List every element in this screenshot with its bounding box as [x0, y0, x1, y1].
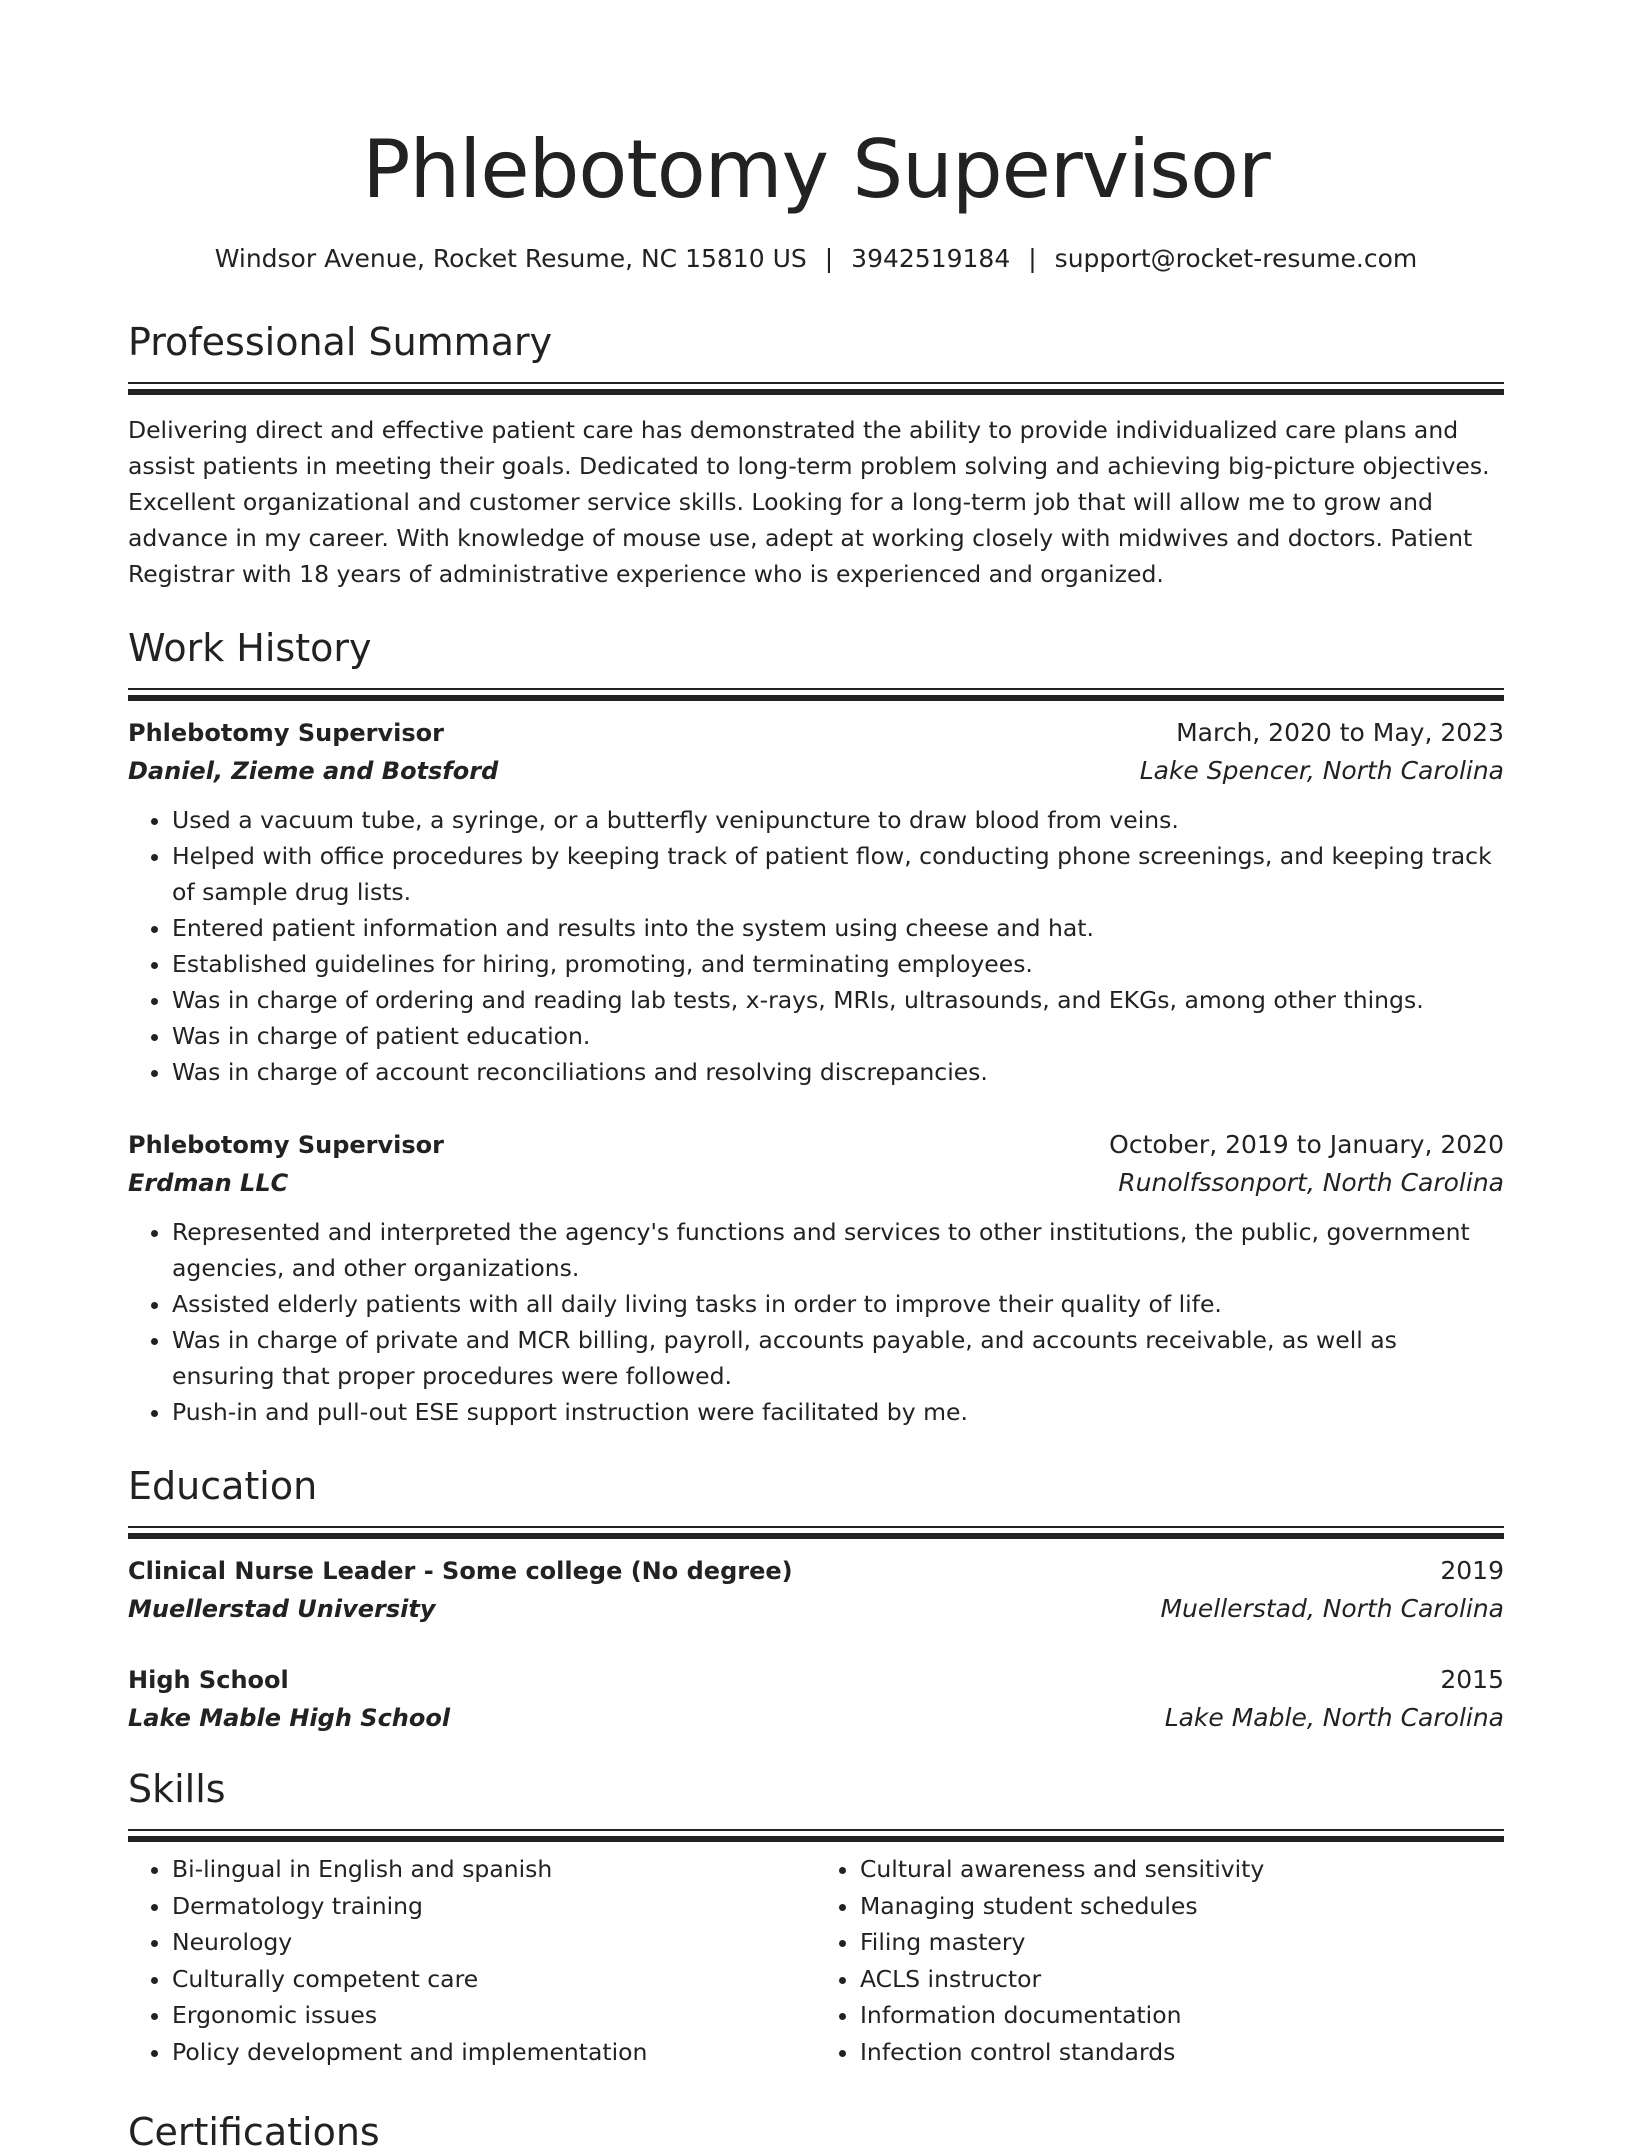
contact-separator: | — [1028, 244, 1037, 273]
job-title: Phlebotomy Supervisor — [128, 719, 444, 747]
list-item: • Helped with office procedures by keeping track of patient flow, conducting phone screenings, and keeping track of sample drug lists. — [172, 838, 1504, 910]
list-item: • Entered patient information and results into the system using cheese and hat. — [172, 910, 1504, 946]
list-item: • Used a vacuum tube, a syringe, or a butterfly venipuncture to draw blood from veins. — [172, 802, 1504, 838]
job-bullet-list — [128, 1214, 1504, 1430]
skill-item: • Information documentation — [860, 1997, 1504, 2034]
job-subheader-row — [128, 1164, 1504, 1202]
skills-list-left — [128, 1851, 816, 2070]
education-year: 2015 — [1440, 1665, 1504, 1694]
contact-line — [128, 242, 1504, 276]
skill-item: • Infection control standards — [860, 2034, 1504, 2071]
section-divider — [128, 688, 1504, 690]
skill-item: • Bi-lingual in English and spanish — [172, 1851, 816, 1888]
skills-section — [128, 1767, 1504, 2070]
education-header-row — [128, 1661, 1504, 1699]
education-school: Muellerstad University — [128, 1595, 436, 1623]
job-header-row — [128, 1126, 1504, 1164]
section-divider — [128, 1829, 1504, 1831]
section-title-summary: Professional Summary — [128, 320, 553, 364]
skills-columns — [128, 1851, 1504, 2070]
job-header-row — [128, 714, 1504, 752]
education-entry — [128, 1552, 1504, 1628]
education-degree: High School — [128, 1666, 289, 1694]
summary-section — [128, 320, 1504, 592]
section-divider — [128, 382, 1504, 384]
contact-phone: 3942519184 — [851, 244, 1011, 273]
skill-item: • Cultural awareness and sensitivity — [860, 1851, 1504, 1888]
skill-item: • Dermatology training — [172, 1888, 816, 1925]
section-title-work-history: Work History — [128, 626, 372, 670]
job-location: Lake Spencer, North Carolina — [1139, 756, 1504, 785]
list-item: • Was in charge of account reconciliations and resolving discrepancies. — [172, 1054, 1504, 1090]
section-title-skills: Skills — [128, 1767, 226, 1811]
list-item: • Was in charge of private and MCR billing, payroll, accounts payable, and accounts receivable, as well as ensuring that proper procedures were followed. — [172, 1322, 1504, 1394]
certifications-section — [128, 2110, 1504, 2154]
education-section — [128, 1464, 1504, 1737]
work-history-section — [128, 626, 1504, 1430]
summary-text: Delivering direct and effective patient care has demonstrated the ability to provide individualized care plans and assist patients in meeting their goals. Dedicated to long-term problem solving and achieving big-picture objectives. Excellent organizational and customer service skills. Looking for a long-term job that will allow me to grow and advance in my career. With knowledge of mouse use, adept at working closely with midwives and doctors. Patient Registrar with 18 years of administrative experience who is experienced and organized. — [128, 416, 1490, 588]
section-title-certifications: Certifications — [128, 2110, 380, 2154]
job-subheader-row — [128, 752, 1504, 790]
contact-address: Windsor Avenue, Rocket Resume, NC 15810 US — [214, 244, 807, 273]
job-dates: October, 2019 to January, 2020 — [1109, 1130, 1504, 1159]
contact-email: support@rocket-resume.com — [1054, 244, 1418, 273]
education-school: Lake Mable High School — [128, 1704, 451, 1732]
job-location: Runolfssonport, North Carolina — [1118, 1168, 1504, 1197]
job-dates: March, 2020 to May, 2023 — [1176, 718, 1504, 747]
section-divider — [128, 1526, 1504, 1528]
list-item: • Was in charge of patient education. — [172, 1018, 1504, 1054]
contact-separator: | — [824, 244, 834, 273]
job-entry — [128, 714, 1504, 1090]
job-company: Erdman LLC — [128, 1169, 289, 1197]
list-item: • Established guidelines for hiring, promoting, and terminating employees. — [172, 946, 1504, 982]
list-item: • Push-in and pull-out ESE support instruction were facilitated by me. — [172, 1394, 1504, 1430]
education-location: Muellerstad, North Carolina — [1160, 1594, 1504, 1623]
list-item: • Represented and interpreted the agency's functions and services to other institutions, the public, government agencies, and other organizations. — [172, 1214, 1504, 1286]
job-entry — [128, 1126, 1504, 1430]
job-company: Daniel, Zieme and Botsford — [128, 757, 499, 785]
skills-list-right — [816, 1851, 1504, 2070]
page-title: Phlebotomy Supervisor — [362, 123, 1270, 216]
skill-item: • Neurology — [172, 1924, 816, 1961]
skill-item: • Filing mastery — [860, 1924, 1504, 1961]
skill-item: • Managing student schedules — [860, 1888, 1504, 1925]
list-item: • Was in charge of ordering and reading lab tests, x-rays, MRIs, ultrasounds, and EKGs, among other things. — [172, 982, 1504, 1018]
section-title-education: Education — [128, 1464, 318, 1508]
education-year: 2019 — [1440, 1556, 1504, 1585]
job-bullet-list — [128, 802, 1504, 1090]
skill-item: • Ergonomic issues — [172, 1997, 816, 2034]
education-header-row — [128, 1552, 1504, 1590]
job-title: Phlebotomy Supervisor — [128, 1131, 444, 1159]
list-item: • Assisted elderly patients with all daily living tasks in order to improve their quality of life. — [172, 1286, 1504, 1322]
education-subheader-row — [128, 1590, 1504, 1628]
education-location: Lake Mable, North Carolina — [1164, 1703, 1504, 1732]
education-subheader-row — [128, 1699, 1504, 1737]
skill-item: • Policy development and implementation — [172, 2034, 816, 2071]
education-degree: Clinical Nurse Leader - Some college (No degree) — [128, 1557, 793, 1585]
skill-item: • Culturally competent care — [172, 1961, 816, 1998]
education-entry — [128, 1661, 1504, 1737]
skill-item: • ACLS instructor — [860, 1961, 1504, 1998]
